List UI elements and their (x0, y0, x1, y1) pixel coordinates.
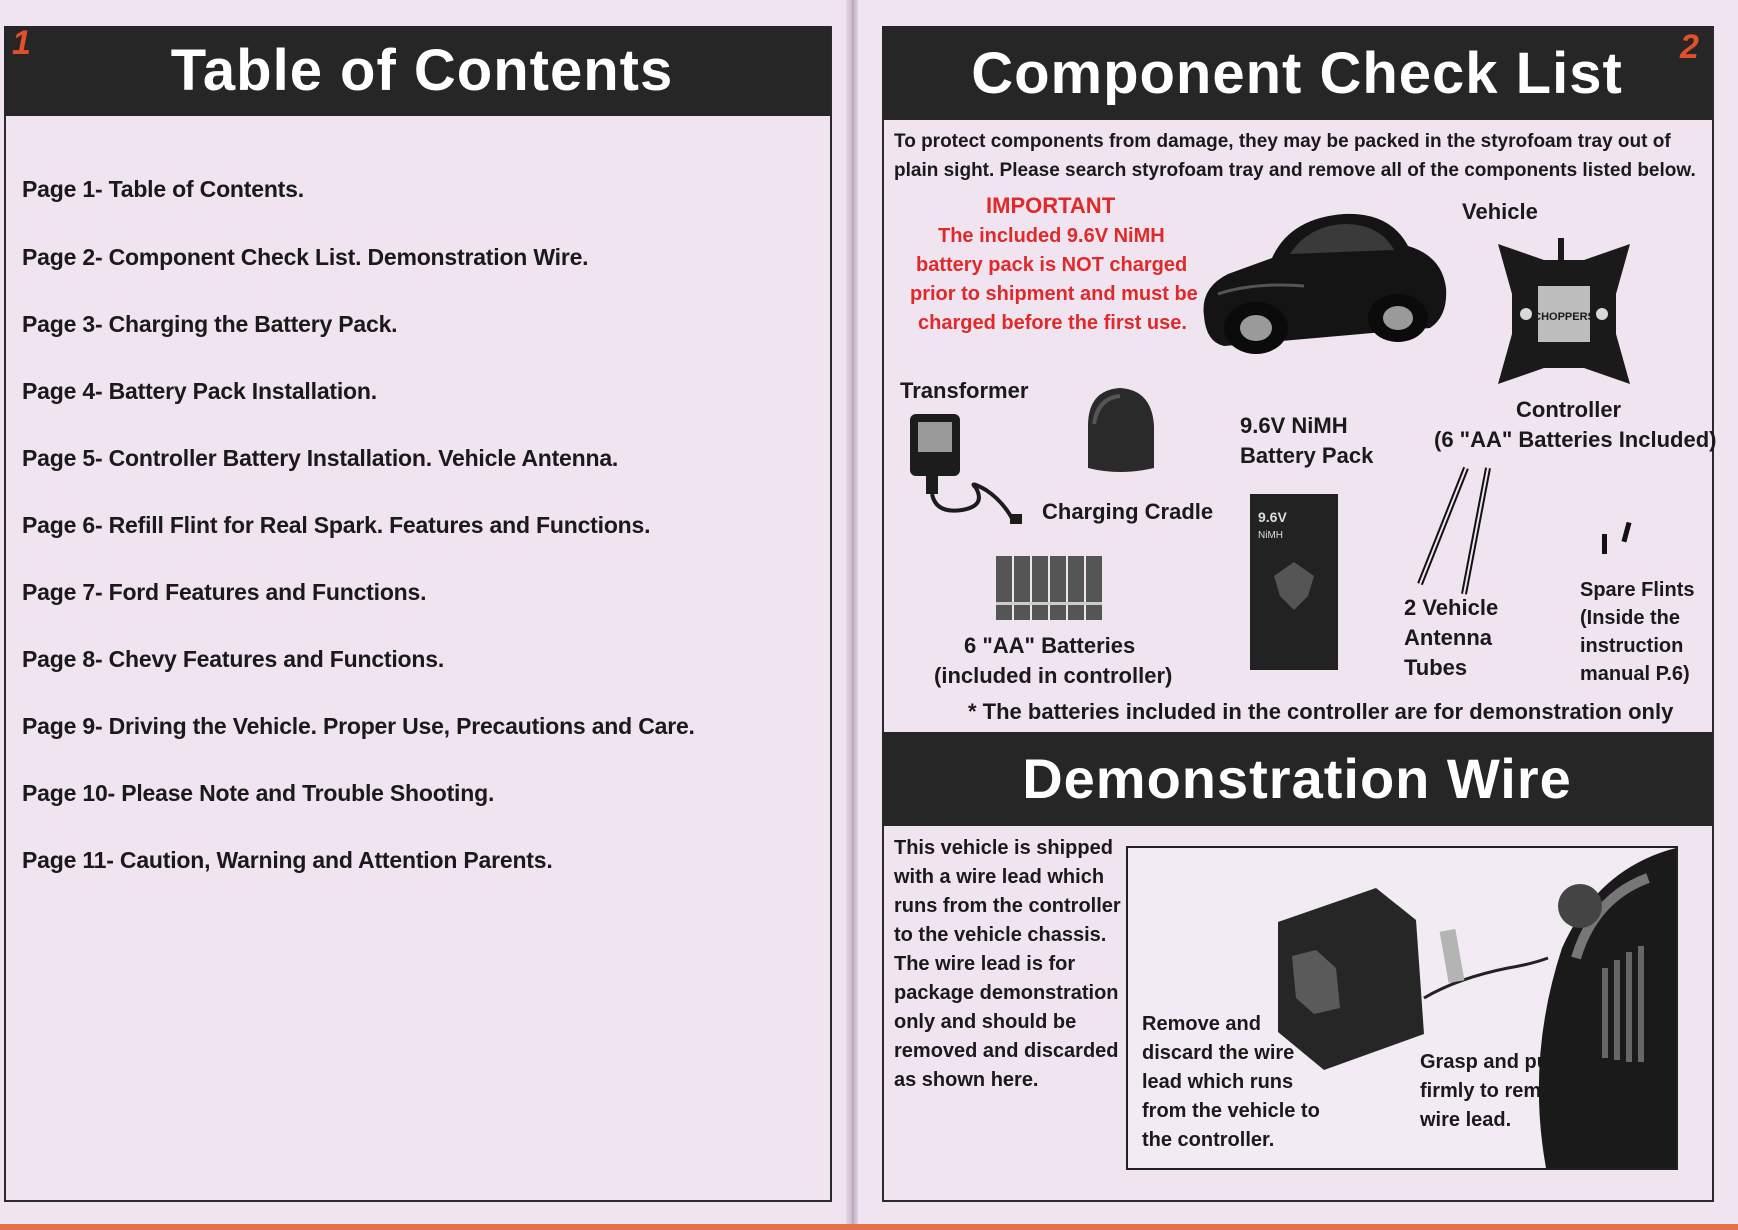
important-line: The included 9.6V NiMH (938, 225, 1165, 247)
wire-banner (882, 732, 1712, 826)
transformer-label: Transformer (900, 378, 1029, 403)
photo-caption-left: Remove and (1142, 1013, 1261, 1035)
photo-caption-left: discard the wire (1142, 1042, 1295, 1064)
toc-item: Page 9- Driving the Vehicle. Proper Use, Precautions and Care. (22, 713, 695, 739)
photo-caption-left: lead which runs (1142, 1071, 1294, 1093)
charging-cradle-label: Charging Cradle (1042, 499, 1214, 524)
antenna-label: 2 Vehicle (1404, 595, 1499, 620)
intro-line: To protect components from damage, they may be packed in the styrofoam tray out of (894, 131, 1671, 152)
antenna-label: Antenna (1404, 625, 1492, 650)
page-number-right: 2 (1680, 28, 1699, 66)
photo-caption-left: the controller. (1142, 1129, 1275, 1151)
battery-pack-voltage: 9.6V (1258, 509, 1287, 525)
toc-item: Page 5- Controller Battery Installation. Vehicle Antenna. (22, 445, 619, 471)
wire-text: The wire lead is for (894, 953, 1076, 975)
flints-label: Spare Flints (1580, 579, 1695, 601)
important-heading: IMPORTANT (986, 193, 1116, 218)
battery-pack-chem: NiMH (1258, 530, 1283, 541)
controller-brand: CHOPPERS (1533, 311, 1595, 323)
toc-title: Table of Contents (170, 38, 674, 103)
battery-pack-image (1248, 492, 1340, 672)
footnote: * The batteries included in the controller are for demonstration only (968, 699, 1674, 724)
important-line: battery pack is NOT charged (916, 254, 1188, 276)
flints-label: manual P.6) (1580, 663, 1690, 685)
toc-item: Page 3- Charging the Battery Pack. (22, 311, 398, 337)
wire-text: only and should be (894, 1011, 1077, 1033)
right-page (858, 0, 1738, 1230)
toc-item: Page 7- Ford Features and Functions. (22, 579, 427, 605)
toc-item: Page 10- Please Note and Trouble Shooting. (22, 780, 495, 806)
controller-image (1492, 234, 1636, 394)
page-number-left: 1 (12, 24, 31, 62)
vehicle-image (1194, 196, 1450, 368)
controller-label: (6 "AA" Batteries Included) (1434, 427, 1717, 452)
wire-text: with a wire lead which (894, 866, 1105, 888)
photo-caption-right: Grasp and pull (1420, 1051, 1561, 1073)
battery-pack-label: Battery Pack (1240, 443, 1374, 468)
toc-item: Page 4- Battery Pack Installation. (22, 378, 377, 404)
photo-caption-right: firmly to remove (1420, 1080, 1576, 1102)
antenna-label: Tubes (1404, 655, 1468, 680)
aa-batteries-image (994, 552, 1106, 624)
bottom-edge (0, 1224, 1738, 1230)
left-page (0, 0, 852, 1230)
vehicle-label: Vehicle (1462, 199, 1538, 224)
wire-text: to the vehicle chassis. (894, 924, 1107, 946)
antenna-tubes-image (1414, 462, 1494, 598)
intro-line: plain sight. Please search styrofoam tray and remove all of the components listed below. (894, 160, 1696, 181)
checklist-banner (882, 26, 1712, 120)
spare-flints-image (1596, 516, 1636, 556)
toc-item: Page 8- Chevy Features and Functions. (22, 646, 445, 672)
aa-batteries-label: (included in controller) (934, 663, 1173, 688)
toc-banner (4, 26, 830, 116)
wire-text: package demonstration (894, 982, 1119, 1004)
wire-text: runs from the controller (894, 895, 1121, 917)
battery-pack-label: 9.6V NiMH (1240, 413, 1348, 438)
photo-caption-left: from the vehicle to (1142, 1100, 1320, 1122)
wire-text: removed and discarded (894, 1040, 1119, 1062)
toc-item: Page 6- Refill Flint for Real Spark. Features and Functions. (22, 512, 651, 538)
transformer-image (906, 410, 1028, 530)
photo-caption-right: wire lead. (1420, 1109, 1512, 1131)
flints-label: (Inside the (1580, 607, 1681, 629)
toc-item: Page 1- Table of Contents. (22, 176, 304, 202)
wire-text: This vehicle is shipped (894, 837, 1113, 859)
flints-label: instruction (1580, 635, 1684, 657)
toc-item: Page 2- Component Check List. Demonstration Wire. (22, 244, 589, 270)
important-line: charged before the first use. (918, 312, 1187, 334)
wire-text: as shown here. (894, 1069, 1039, 1091)
charging-cradle-image (1078, 384, 1162, 476)
wire-title: Demonstration Wire (1022, 747, 1572, 810)
important-line: prior to shipment and must be (910, 283, 1198, 305)
toc-item: Page 11- Caution, Warning and Attention Parents. (22, 847, 553, 873)
checklist-title: Component Check List (971, 41, 1623, 106)
controller-label: Controller (1516, 397, 1622, 422)
aa-batteries-label: 6 "AA" Batteries (964, 633, 1136, 658)
